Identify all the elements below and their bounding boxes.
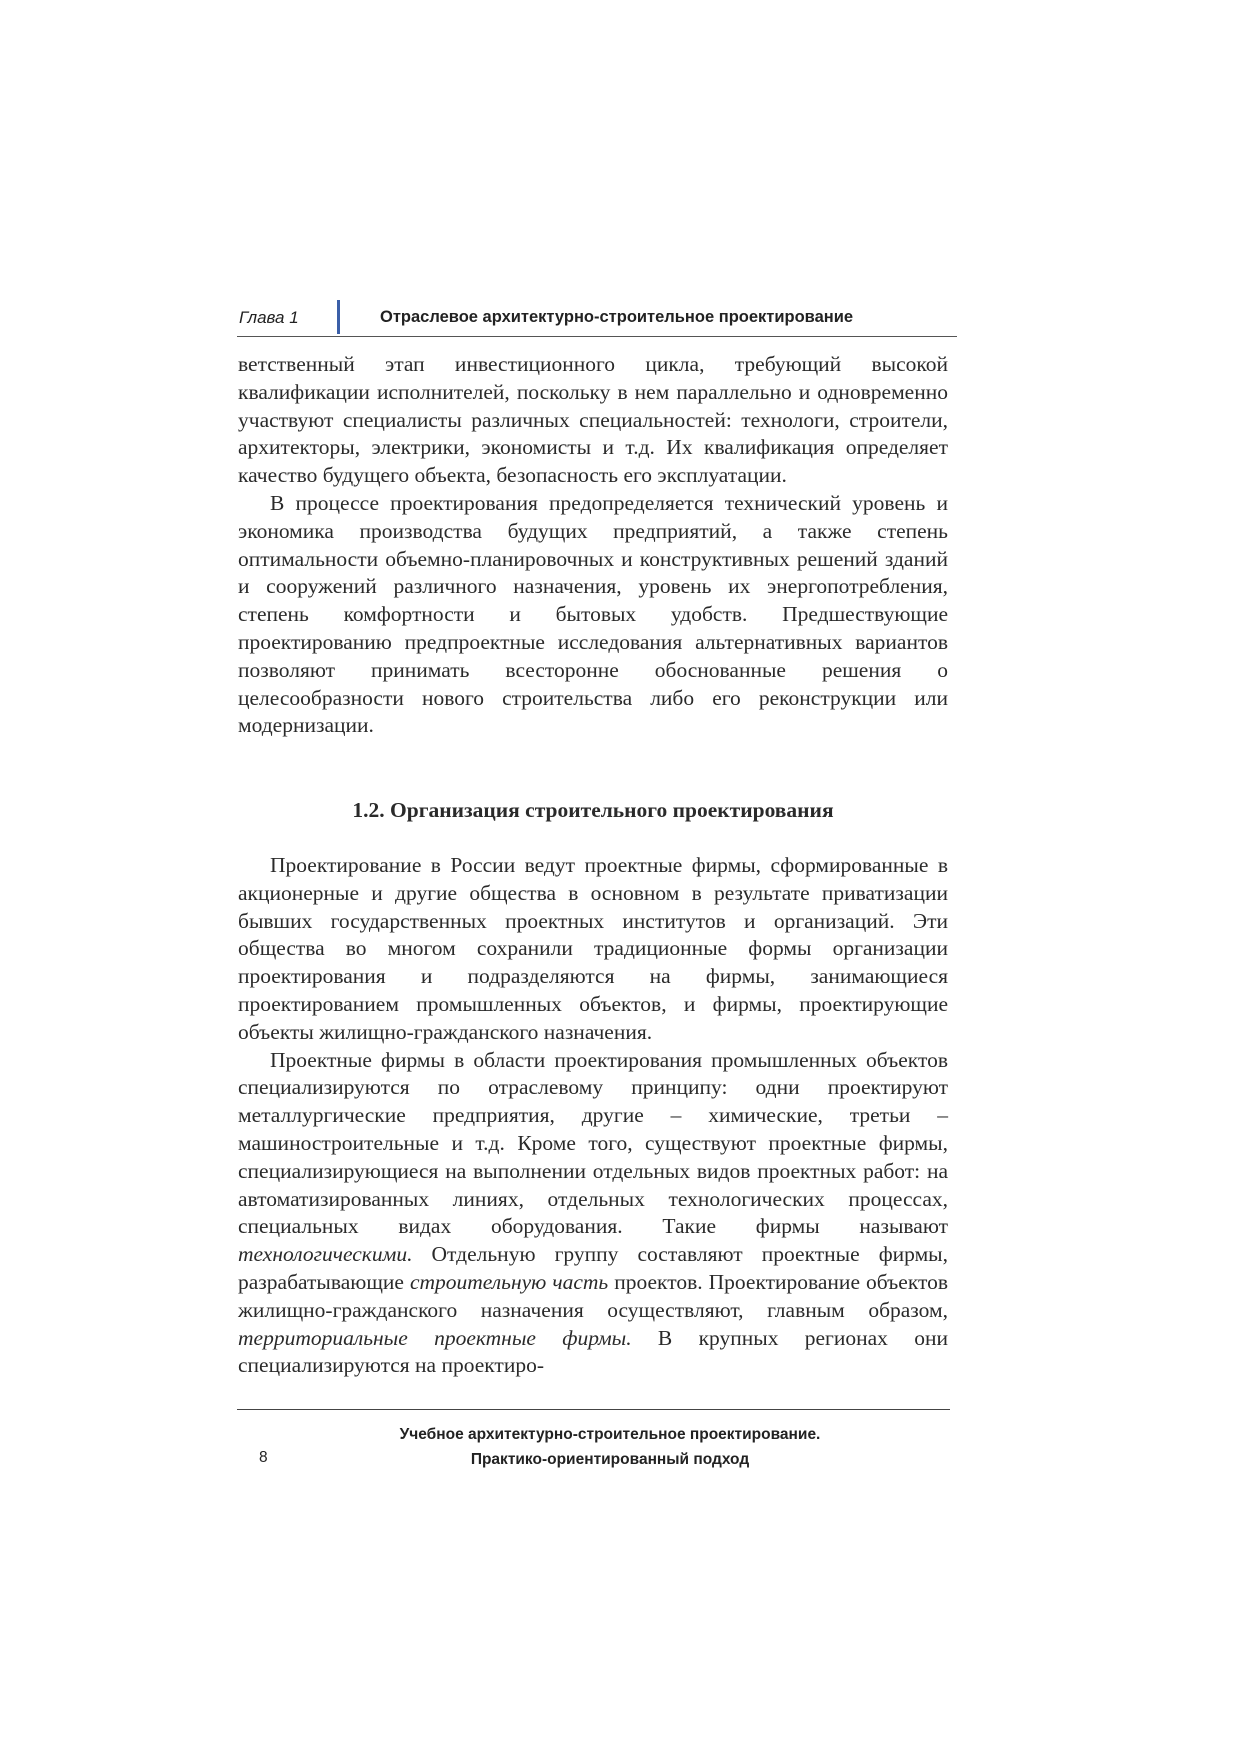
page-number: 8 [259, 1449, 268, 1466]
header-divider [337, 300, 340, 334]
running-header [237, 300, 957, 337]
header-title: Отраслевое архитектурно-строительное проектирование [380, 308, 854, 326]
paragraph-text: В крупных регионах они специализируются на проектиро- [238, 1325, 948, 1378]
italic-term: территориальные проектные фирмы. [238, 1325, 632, 1350]
paragraph-text: проектов. Проектирование объектов жилищно-гражданского назначения осуществляют, главным образом, [238, 1269, 948, 1322]
footer-title-line-2: Практико-ориентированный подход [470, 1451, 750, 1468]
footer-rule [237, 1409, 950, 1410]
section-heading: 1.2. Организация строительного проектирования [352, 798, 834, 822]
italic-term: строительную часть [409, 1269, 609, 1294]
paragraph-design-process: В процессе проектирования предопределяется технический уровень и экономика производства будущих предприятий, а также степень оптимальности объемно-планировочных и конструктивных решений зданий и сооружений различного назначения, уровень их энергопотребления, степень комфортности и бытовых удобств. Предшествующие проектированию предпроектные исследования альтернативных вариантов позволяют принимать всесторонне обоснованные решения о целесообразности нового строительства либо его реконструкции или модернизации. [238, 490, 948, 738]
chapter-label: Глава 1 [239, 308, 299, 327]
italic-term: технологическими. [238, 1242, 413, 1267]
footer-title-line-1: Учебное архитектурно-строительное проектирование. [399, 1426, 821, 1443]
paragraph-continuation: ветственный этап инвестиционного цикла, требующий высокой квалификации исполнителей, поскольку в нем параллельно и одновременно участвуют специалисты различных специальностей: технологи, строители, архитекторы, электрики, экономисты и т.д. Их квалификация определяет качество будущего объекта, безопасность его эксплуатации. [238, 352, 948, 488]
body-text-top [238, 351, 948, 740]
paragraph-design-in-russia: Проектирование в России ведут проектные фирмы, сформированные в акционерные и другие общества в основном в результате приватизации бывших государственных проектных институтов и организаций. Эти общества во многом сохранили традиционные формы организации проектирования и подразделяются на фирмы, занимающиеся проектированием промышленных объектов, и фирмы, проектирующие объекты жилищно-гражданского назначения. [238, 853, 948, 1044]
paragraph-text: Проектные фирмы в области проектирования промышленных объектов специализируются по отраслевому принципу: одни проектируют металлургические предприятия, другие – химические, третьи – машиностроительные и т.д. Кроме того, существуют проектные фирмы, специализирующиеся на выполнении отдельных видов проектных работ: на автоматизированных линиях, отдельных технологических процессах, специальных видах оборудования. Такие фирмы называют [238, 1047, 948, 1239]
paragraph-industrial-firms [238, 1047, 948, 1381]
paragraph-text: Отдельную группу составляют проектные фирмы, разрабатывающие [238, 1242, 948, 1294]
footer-book-title [330, 1422, 890, 1472]
body-text-section [238, 852, 948, 1380]
